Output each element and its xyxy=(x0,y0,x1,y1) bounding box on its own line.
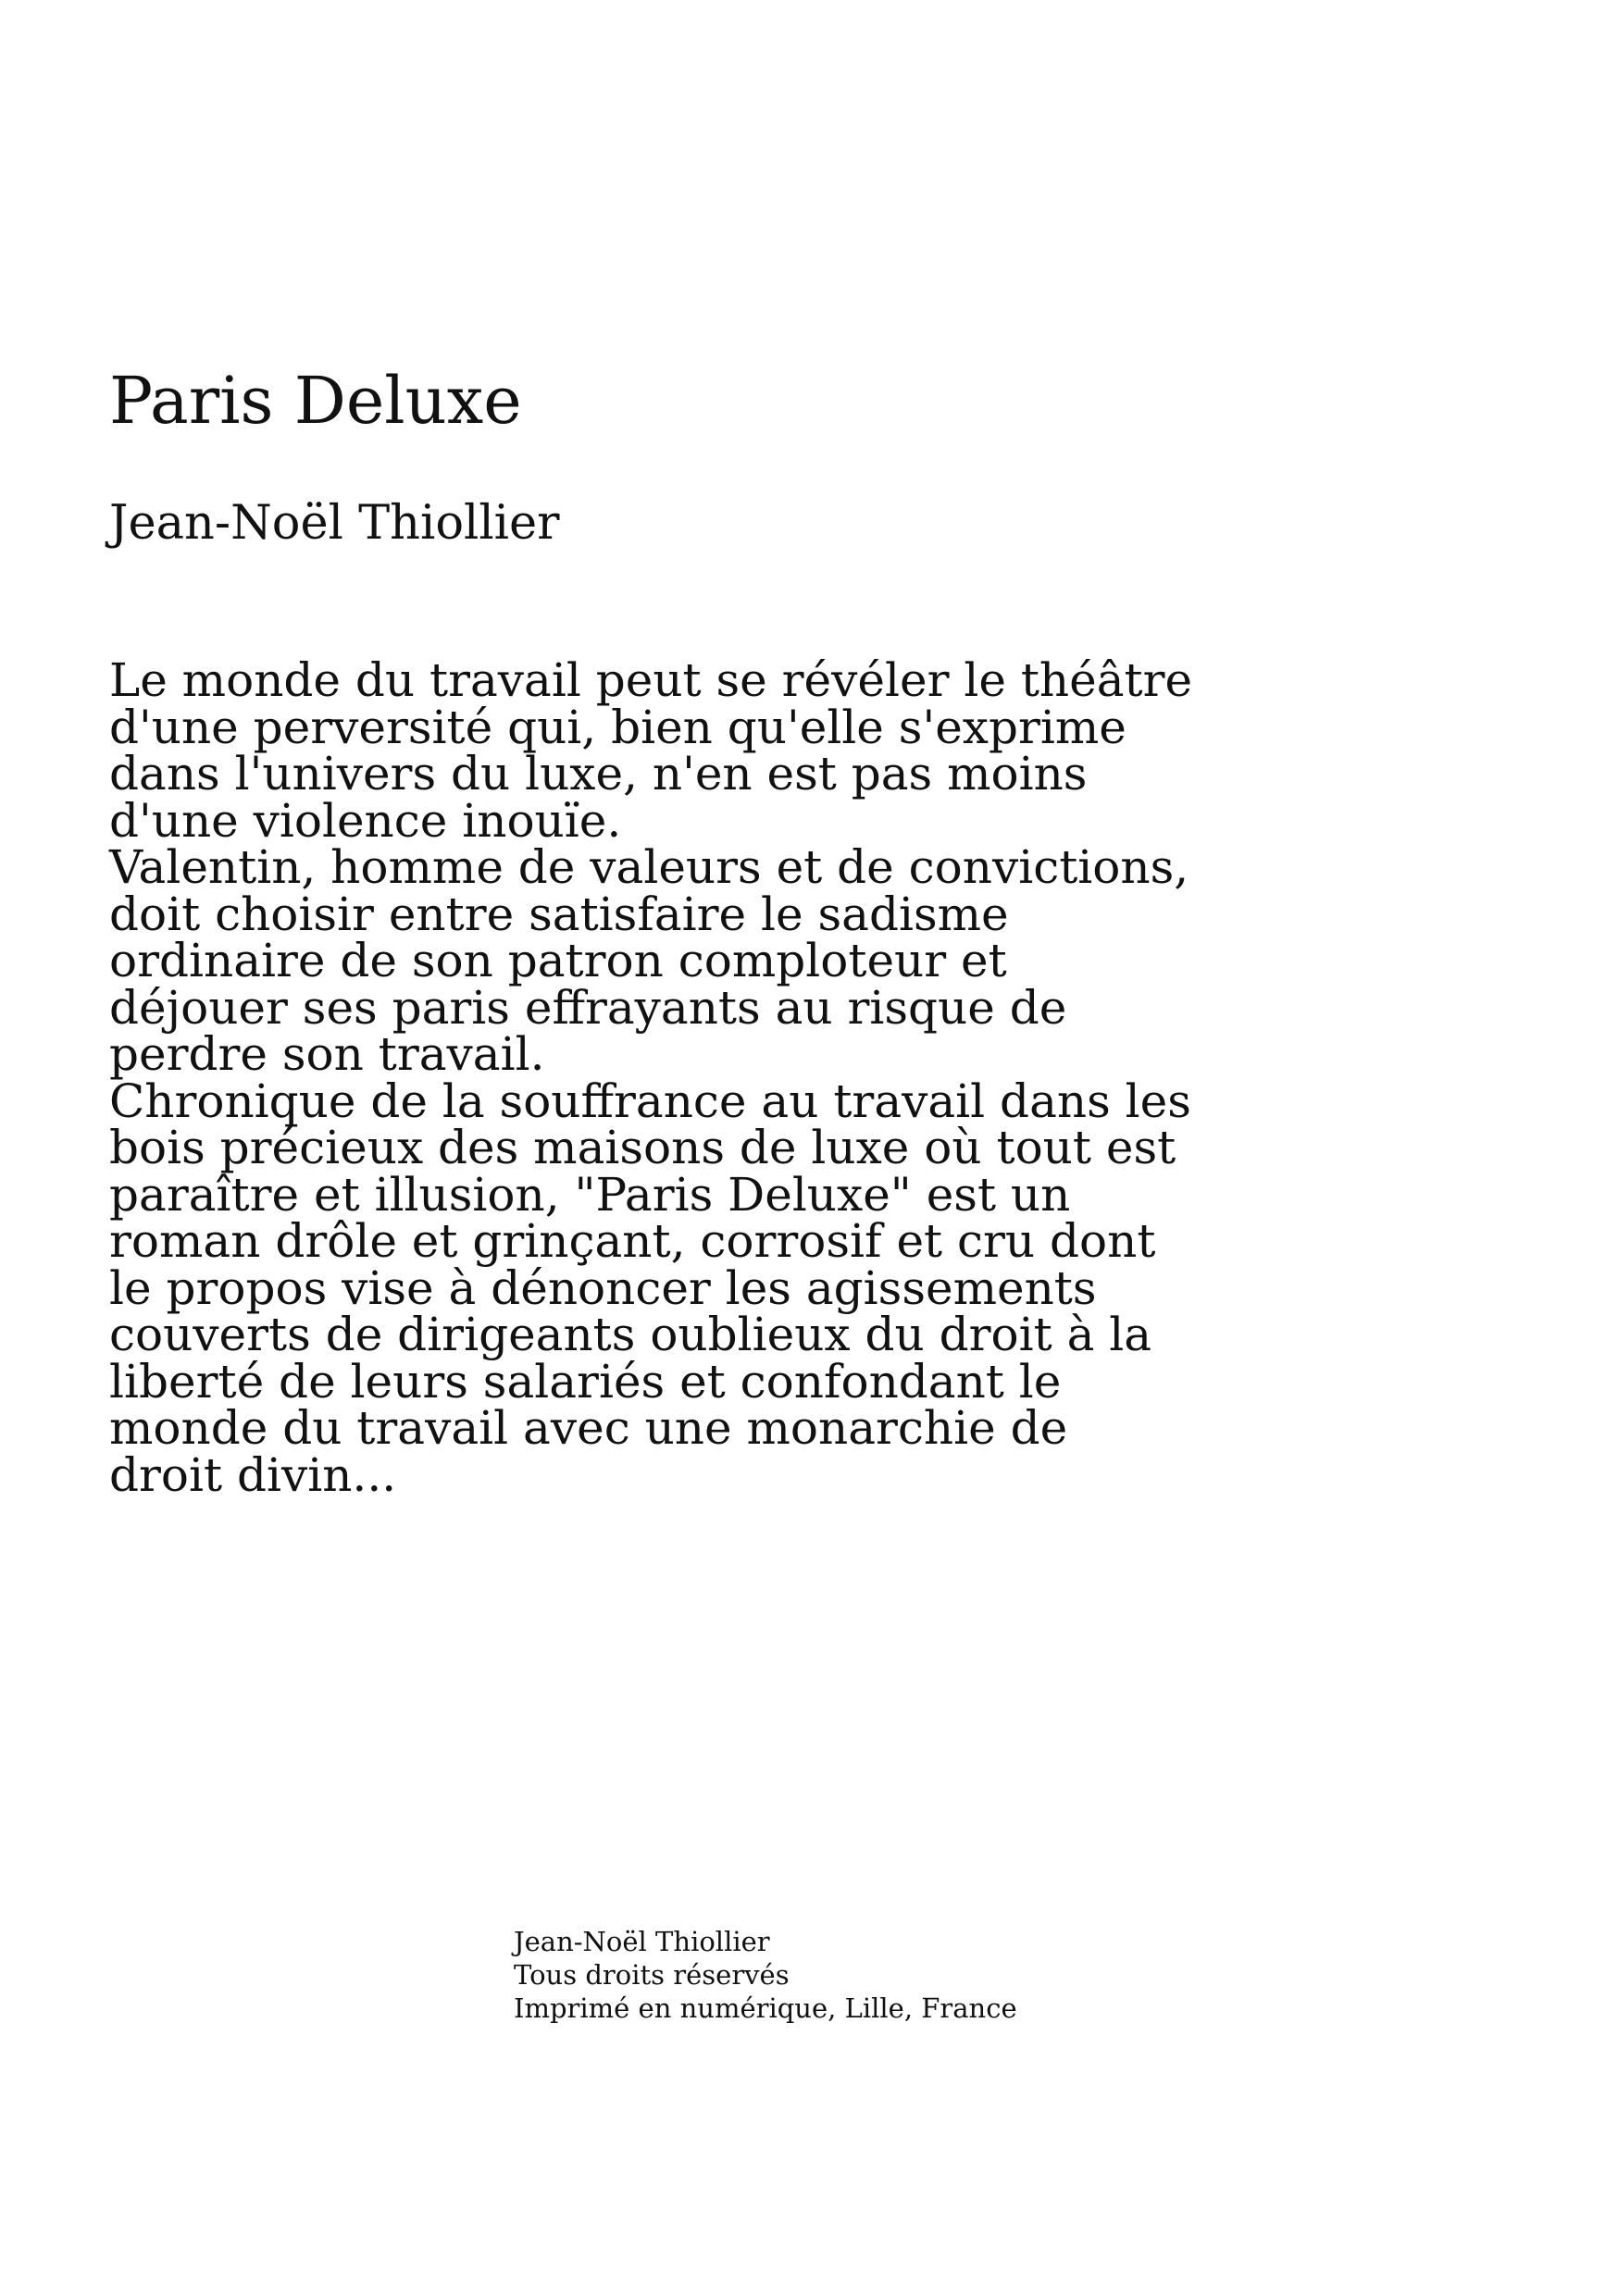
blurb-line: paraître et illusion, "Paris Deluxe" est un xyxy=(109,1167,1071,1222)
book-author: Jean-Noël Thiollier xyxy=(109,496,560,551)
blurb-line: ordinaire de son patron comploteur et xyxy=(109,934,1007,987)
blurb-line: perdre son travail. xyxy=(109,1027,545,1081)
blurb-line: d'une violence inouïe. xyxy=(109,793,622,848)
blurb-line: roman drôle et grinçant, corrosif et cru dont xyxy=(109,1214,1156,1268)
book-title: Paris Deluxe xyxy=(109,363,522,439)
colophon-printed: Imprimé en numérique, Lille, France xyxy=(514,1992,1017,2024)
blurb-line: liberté de leurs salariés et confondant le xyxy=(109,1354,1062,1409)
blurb-line: le propos vise à dénoncer les agissements xyxy=(109,1260,1097,1315)
book-blurb xyxy=(109,653,1248,1502)
blurb-line: d'une perversité qui, bien qu'elle s'exprime xyxy=(109,700,1126,754)
colophon-rights: Tous droits réservés xyxy=(514,1959,790,1991)
blurb-line: doit choisir entre satisfaire le sadisme xyxy=(109,887,1009,941)
blurb-line: dans l'univers du luxe, n'en est pas moins xyxy=(109,747,1088,800)
blurb-line: couverts de dirigeants oublieux du droit à la xyxy=(109,1308,1152,1361)
blurb-line: Valentin, homme de valeurs et de convictions, xyxy=(109,840,1189,894)
colophon xyxy=(514,1925,1017,2025)
blurb-line: monde du travail avec une monarchie de xyxy=(109,1401,1068,1455)
blurb-line: Chronique de la souffrance au travail dans les xyxy=(109,1074,1191,1128)
blurb-line: Le monde du travail peut se révéler le théâtre xyxy=(109,653,1193,707)
blurb-line: droit divin... xyxy=(109,1447,397,1502)
blurb-line: déjouer ses paris effrayants au risque de xyxy=(109,980,1067,1035)
colophon-author: Jean-Noël Thiollier xyxy=(514,1926,770,1957)
blurb-line: bois précieux des maisons de luxe où tout est xyxy=(109,1121,1176,1174)
